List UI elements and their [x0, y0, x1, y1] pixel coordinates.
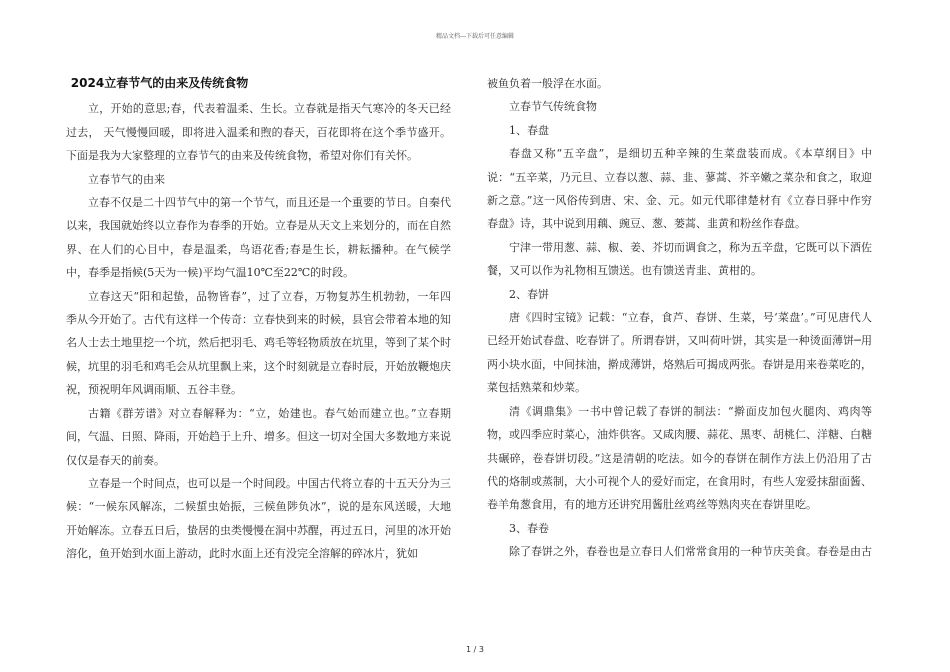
section-heading-foods: 立春节气传统食物	[509, 100, 597, 114]
body-paragraph: 被鱼负着一般浮在水面。	[487, 77, 608, 90]
body-paragraph: 宁津一带用葱、蒜、椒、姜、芥切而调食之，称为五辛盘，它既可以下酒佐餐，又可以作为礼物相互馈送。也有馈送青韭、黄柑的。	[487, 240, 872, 278]
section-heading-origin: 立春节气的由来	[88, 172, 165, 186]
body-paragraph: 唐《四时宝镜》记载：“立春，食芦、春饼、生菜，号‘菜盘’。”可见唐代人已经开始试春盘、吃春饼了。所谓春饼，又叫荷叶饼，其实是一种烫面薄饼─用两小块水面，中间抹油，擀成薄饼，烙熟后可揭成两张。春饼是用来卷菜吃的，菜包括熟菜和炒菜。	[487, 311, 872, 395]
page-number: 1 / 3	[466, 645, 484, 654]
intro-paragraph: 立，开始的意思;春，代表着温柔、生长。立春就是指天气寒冷的冬天已经过去， 天气慢慢回暖，即将进入温柔和煦的春天，百花即将在这个季节盛开。下面是我为大家整理的立春节气的由来及传统食物，希望对你们有关怀。	[66, 102, 451, 163]
subheading-chunbing: 2、春饼	[509, 287, 549, 301]
body-paragraph: 立春是一个时间点，也可以是一个时间段。中国古代将立春的十五天分为三候：“一候东风解冻，二候蜇虫始振，三候鱼陟负冰”，说的是东风送暖，大地开始解冻。立春五日后，蛰居的虫类慢慢在洞中苏醒，再过五日，河里的冰开始溶化，鱼开始到水面上游动，此时水面上还有没完全溶解的碎冰片，犹如	[66, 476, 451, 561]
page-header: 精品文档---下载后可任意编辑	[435, 33, 515, 40]
body-paragraph: 立春这天“阳和起蛰，品物皆春”，过了立春，万物复苏生机勃勃，一年四季从今开始了。古代有这样一个传奇：立春快到来的时候，县官会带着本地的知名人士去土地里挖一个坑，然后把羽毛、鸡毛等轻物质放在坑里，等到了某个时候，坑里的羽毛和鸡毛会从坑里飘上来，这个时刻就是立春时辰，开始放鞭炮庆祝，预祝明年风调雨顺、五谷丰登。	[66, 289, 451, 397]
body-paragraph: 古籍《群芳谱》对立春解释为：“立，始建也。春气始而建立也。”立春期间，气温、日照、降雨，开始趋于上升、增多。但这一切对全国大多数地方来说仅仅是春天的前奏。	[66, 406, 451, 467]
body-paragraph: 春盘又称“五辛盘”，是细切五种辛辣的生菜盘装而成。《本草纲目》中说：“五辛菜，乃元旦、立春以葱、蒜、韭、蓼蒿、芥辛嫩之菜杂和食之，取迎新之意。”这一风俗传到唐、宋、金、元。如元代耶律楚材有《立春日驿中作穷春盘》诗，其中说到用藕、豌豆、葱、蒌蒿、韭黄和粉丝作春盘。	[487, 147, 872, 231]
body-paragraph: 清《调鼎集》一书中曾记载了春饼的制法：“擀面皮加包火腿肉、鸡肉等物，或四季应时菜心，油炸供客。又咸肉腰、蒜花、黑枣、胡桃仁、洋糖、白糖共碾碎，卷春饼切段。”这是清朝的吃法。如今的春饼在制作方法上仍沿用了古代的烙制或蒸制，大小可视个人的爱好而定，在食用时，有些人宠爱抹甜面酱、卷羊角葱食用，有的地方还讲究用酱肚丝鸡丝等熟肉夹在春饼里吃。	[487, 404, 872, 512]
document-title: 2024立春节气的由来及传统食物	[70, 76, 249, 90]
body-paragraph: 除了春饼之外，春卷也是立春日人们常常食用的一种节庆美食。春卷是由古	[509, 545, 872, 559]
right-column	[487, 72, 872, 564]
subheading-chunjuan: 3、春卷	[509, 521, 549, 535]
body-paragraph: 立春不仅是二十四节气中的第一个节气，而且还是一个重要的节日。自秦代以来，我国就始终以立春作为春季的开始。立春是从天文上来划分的，而在自然界、在人们的心目中，春是温柔，鸟语花香;春是生长，耕耘播种。在气候学中，春季是指候(5天为一候)平均气温10℃至22℃的时段。	[66, 196, 451, 280]
left-column	[66, 72, 451, 566]
subheading-chunpan: 1、春盘	[509, 123, 549, 137]
